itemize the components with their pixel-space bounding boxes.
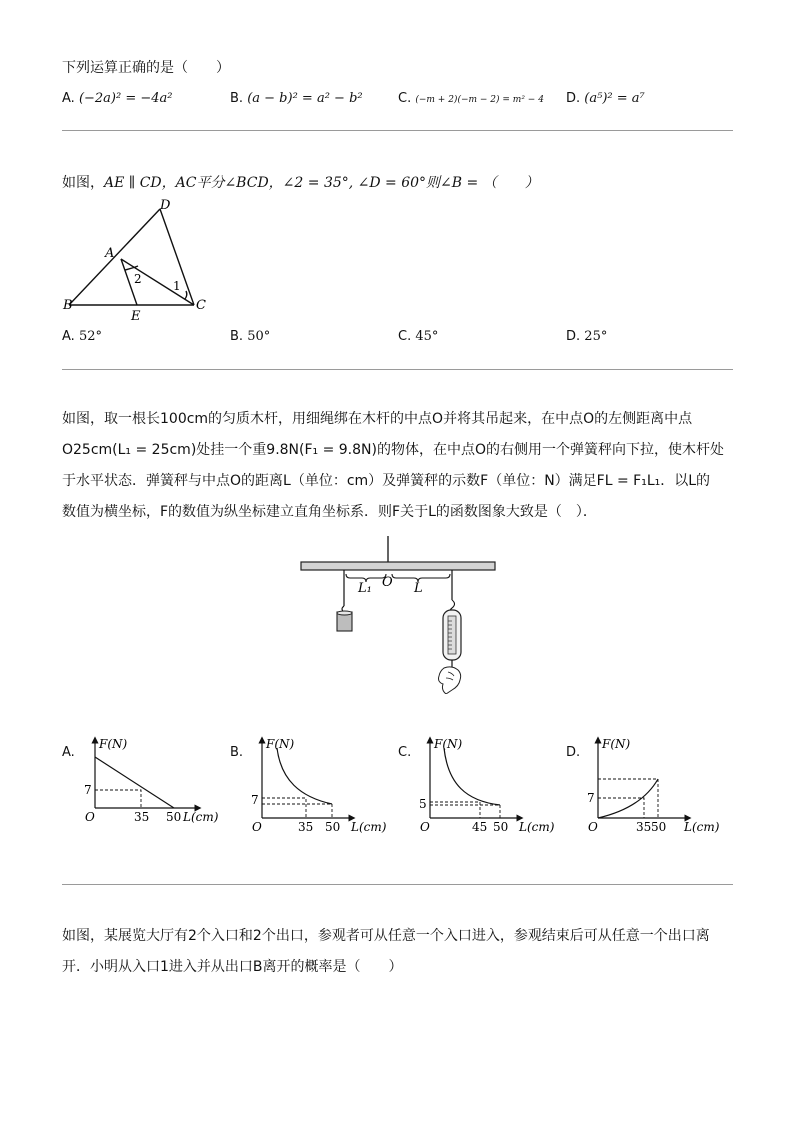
y-axis-label: F(N) bbox=[434, 737, 463, 751]
function-curve bbox=[444, 748, 500, 805]
guide-lines bbox=[95, 790, 141, 808]
q1-option-b-letter: B. bbox=[230, 91, 244, 106]
guide-lines-1 bbox=[430, 802, 480, 818]
q4-line-2: 开．小明从入口1进入并从出口B离开的概率是（ ） bbox=[62, 959, 403, 975]
q2-stem-prefix: 如图， bbox=[62, 175, 104, 191]
q2-option-c[interactable] bbox=[398, 328, 438, 346]
segment-bd bbox=[69, 209, 160, 305]
x-axis-label: L(cm) bbox=[351, 820, 387, 834]
q3-line-2: O25cm(L₁ = 25cm)处挂一个重9.8N(F₁ = 9.8N)的物体，在中点O的右侧用一个弹簧秤向下拉，使木杆处 bbox=[62, 442, 724, 458]
x-tick-2: 50 bbox=[651, 820, 667, 834]
separator-3 bbox=[62, 884, 733, 885]
q4-text bbox=[62, 921, 734, 983]
q2-option-b[interactable] bbox=[230, 328, 270, 346]
segment-ac bbox=[121, 259, 194, 305]
q1-option-a[interactable] bbox=[62, 90, 173, 108]
origin-label: O bbox=[252, 820, 262, 834]
q3-graph-a-letter[interactable]: A. bbox=[62, 745, 75, 760]
origin-label: O bbox=[85, 810, 95, 824]
function-curve bbox=[95, 757, 174, 808]
origin-label: O bbox=[420, 820, 430, 834]
q2-option-d-letter: D. bbox=[566, 329, 581, 344]
y-tick: 7 bbox=[251, 793, 259, 807]
q3-line-3: 于水平状态．弹簧秤与中点O的距离L（单位：cm）及弹簧秤的示数F（单位：N）满足FL = F₁L₁．以L的 bbox=[62, 473, 711, 489]
label-b: B bbox=[63, 298, 73, 313]
angle-1-arc bbox=[185, 291, 187, 299]
q3-graph-c[interactable] bbox=[416, 734, 566, 834]
label-d: D bbox=[160, 198, 171, 213]
origin-label: O bbox=[588, 820, 598, 834]
label-angle-1: 1 bbox=[173, 279, 181, 293]
hand-icon bbox=[439, 667, 461, 694]
x-tick-2: 50 bbox=[325, 820, 341, 834]
q1-option-c[interactable] bbox=[398, 90, 544, 109]
q1-option-c-letter: C. bbox=[398, 91, 412, 106]
separator-1 bbox=[62, 130, 733, 131]
q2-option-c-letter: C. bbox=[398, 329, 412, 344]
label-a: A bbox=[105, 246, 115, 261]
label-l1: L₁ bbox=[358, 581, 372, 596]
x-axis-label: L(cm) bbox=[183, 810, 219, 824]
label-o: O bbox=[382, 575, 393, 590]
q3-graph-d-letter[interactable]: D. bbox=[566, 745, 581, 760]
function-curve bbox=[598, 779, 658, 818]
x-tick-2: 50 bbox=[493, 820, 509, 834]
guide-lines-2 bbox=[262, 804, 332, 818]
y-axis-label: F(N) bbox=[602, 737, 631, 751]
x-axis-label: L(cm) bbox=[684, 820, 720, 834]
y-axis-label: F(N) bbox=[266, 737, 295, 751]
q3-graph-b[interactable] bbox=[248, 734, 398, 834]
function-curve bbox=[277, 748, 332, 804]
wooden-rod bbox=[301, 562, 495, 570]
guide-lines-2 bbox=[598, 779, 658, 818]
q3-graph-c-letter[interactable]: C. bbox=[398, 745, 412, 760]
q1-option-d[interactable] bbox=[566, 90, 645, 108]
label-e: E bbox=[131, 309, 141, 324]
x-axis-label: L(cm) bbox=[519, 820, 555, 834]
q3-graph-b-letter[interactable]: B. bbox=[230, 745, 244, 760]
q1-option-b-math: (a − b)² = a² − b² bbox=[247, 91, 363, 106]
q1-stem: 下列运算正确的是（ ） bbox=[62, 60, 230, 76]
guide-lines-2 bbox=[430, 805, 500, 818]
x-tick-1: 35 bbox=[134, 810, 150, 824]
q2-option-a-value: 52° bbox=[78, 329, 102, 344]
q3-line-1: 如图，取一根长100cm的匀质木杆，用细绳绑在木杆的中点O并将其吊起来，在中点O的左侧距离中点 bbox=[62, 411, 693, 427]
y-tick: 7 bbox=[84, 783, 92, 797]
q1-option-b[interactable] bbox=[230, 90, 363, 108]
label-l: L bbox=[414, 581, 423, 596]
y-tick: 5 bbox=[419, 797, 427, 811]
q2-option-a[interactable] bbox=[62, 328, 102, 346]
x-tick-1: 35 bbox=[298, 820, 314, 834]
label-angle-2: 2 bbox=[134, 272, 142, 286]
q2-option-b-value: 50° bbox=[247, 329, 271, 344]
q2-triangle-figure bbox=[58, 196, 218, 324]
label-c: C bbox=[196, 298, 206, 313]
q3-graph-a[interactable] bbox=[80, 734, 230, 834]
q2-stem bbox=[62, 174, 539, 192]
x-tick-1: 45 bbox=[472, 820, 488, 834]
q3-text bbox=[62, 404, 734, 528]
separator-2 bbox=[62, 369, 733, 370]
q1-option-c-math: (−m + 2)(−m − 2) = m² − 4 bbox=[415, 95, 544, 105]
q1-option-d-math: (a⁵)² = a⁷ bbox=[584, 91, 645, 106]
q1-option-a-letter: A. bbox=[62, 91, 75, 106]
y-tick: 7 bbox=[587, 791, 595, 805]
q3-lever-figure bbox=[296, 536, 502, 694]
x-tick-1: 35 bbox=[636, 820, 652, 834]
guide-lines-1 bbox=[262, 798, 306, 818]
q2-stem-math: AE ∥ CD，AC平分∠BCD，∠2 = 35°, ∠D = 60°则∠B = （ ） bbox=[104, 175, 539, 191]
q2-option-d-value: 25° bbox=[584, 329, 608, 344]
q2-option-a-letter: A. bbox=[62, 329, 75, 344]
q4-line-1: 如图，某展览大厅有2个入口和2个出口，参观者可从任意一个入口进入，参观结束后可从任意一个出口离 bbox=[62, 928, 710, 944]
q3-graph-d[interactable] bbox=[584, 734, 734, 834]
q2-option-b-letter: B. bbox=[230, 329, 244, 344]
q2-option-c-value: 45° bbox=[415, 329, 439, 344]
q2-option-d[interactable] bbox=[566, 328, 607, 346]
q1-option-a-math: (−2a)² = −4a² bbox=[78, 91, 173, 106]
y-axis-label: F(N) bbox=[99, 737, 128, 751]
q3-line-4: 数值为横坐标，F的数值为纵坐标建立直角坐标系．则F关于L的函数图象大致是（ ）． bbox=[62, 504, 597, 520]
q1-option-d-letter: D. bbox=[566, 91, 581, 106]
x-tick-2: 50 bbox=[166, 810, 182, 824]
